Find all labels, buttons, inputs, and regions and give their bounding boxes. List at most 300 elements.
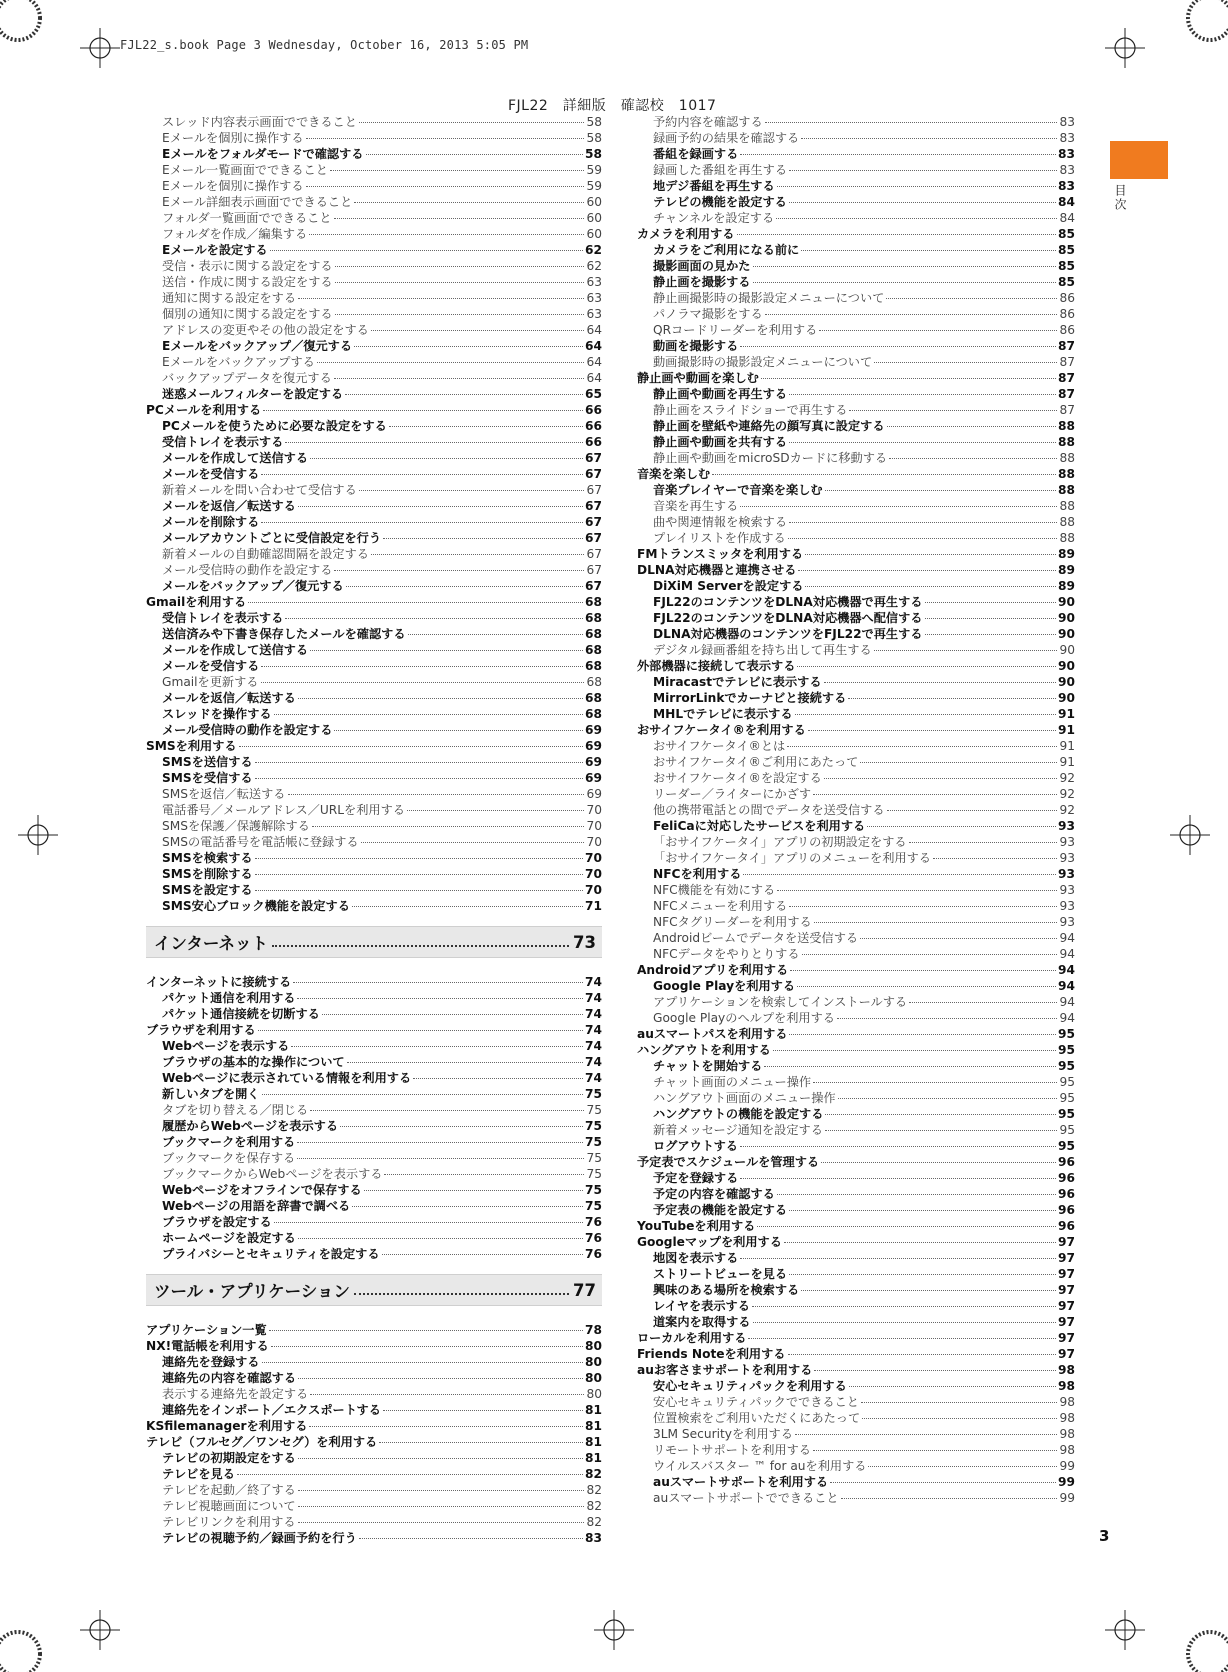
dot-leader: [298, 1238, 583, 1239]
toc-entry-title: 送信済みや下書き保存したメールを確認する: [162, 627, 406, 641]
toc-entry[interactable]: [637, 466, 1075, 482]
toc-entry-page: 83: [1059, 163, 1075, 177]
toc-entry[interactable]: [146, 162, 602, 178]
toc-entry[interactable]: [637, 162, 1075, 178]
toc-entry-title: テレビ（フルセグ／ワンセグ）を利用する: [146, 1435, 378, 1449]
toc-entry[interactable]: [637, 274, 1075, 290]
toc-entry[interactable]: [146, 626, 602, 642]
toc-entry[interactable]: [637, 786, 1075, 802]
toc-entry[interactable]: [637, 1026, 1075, 1042]
toc-entry[interactable]: [146, 322, 602, 338]
toc-entry[interactable]: [146, 1434, 602, 1450]
dot-leader: [346, 586, 583, 587]
toc-entry-title: カメラを利用する: [637, 227, 735, 241]
toc-entry[interactable]: [146, 642, 602, 658]
toc-entry[interactable]: [637, 690, 1075, 706]
toc-entry[interactable]: [637, 178, 1075, 194]
toc-entry[interactable]: [146, 1514, 602, 1530]
toc-entry[interactable]: [146, 1070, 602, 1086]
page-header: FJL22 詳細版 確認校 1017: [508, 98, 717, 114]
toc-entry-title: 動画撮影時の撮影設定メニューについて: [653, 355, 873, 369]
toc-entry[interactable]: [146, 738, 602, 754]
toc-entry[interactable]: [637, 1186, 1075, 1202]
toc-entry[interactable]: [146, 1498, 602, 1514]
toc-entry[interactable]: [637, 962, 1075, 978]
toc-entry[interactable]: [637, 1202, 1075, 1218]
toc-entry[interactable]: [146, 258, 602, 274]
toc-entry-title: 新着メールの自動確認間隔を設定する: [162, 547, 369, 561]
toc-entry-page: 68: [586, 675, 602, 689]
toc-entry-page: 81: [585, 1451, 602, 1465]
toc-entry[interactable]: [146, 1230, 602, 1246]
toc-entry[interactable]: [637, 850, 1075, 866]
toc-entry[interactable]: [146, 1134, 602, 1150]
toc-entry-page: 92: [1059, 787, 1075, 801]
toc-entry[interactable]: [637, 498, 1075, 514]
toc-entry[interactable]: [637, 1074, 1075, 1090]
toc-entry[interactable]: [637, 578, 1075, 594]
dot-leader: [789, 394, 1056, 395]
toc-entry[interactable]: [637, 706, 1075, 722]
toc-entry-page: 75: [586, 1103, 602, 1117]
toc-entry[interactable]: [146, 498, 602, 514]
toc-entry[interactable]: [637, 1266, 1075, 1282]
toc-entry[interactable]: [146, 1246, 602, 1262]
toc-entry[interactable]: [146, 834, 602, 850]
toc-entry-page: 80: [585, 1355, 602, 1369]
toc-entry-page: 96: [1058, 1203, 1075, 1217]
toc-entry-title: メールを返信／転送する: [162, 691, 296, 705]
toc-entry[interactable]: [146, 1118, 602, 1134]
toc-entry-page: 93: [1059, 835, 1075, 849]
toc-entry[interactable]: [637, 1218, 1075, 1234]
toc-entry[interactable]: [637, 1378, 1075, 1394]
toc-entry[interactable]: [637, 802, 1075, 818]
toc-entry[interactable]: [637, 1410, 1075, 1426]
dot-leader: [805, 554, 1056, 555]
toc-entry-title: ホームページを設定する: [162, 1231, 296, 1245]
toc-entry-title: スレッド内容表示画面でできること: [162, 115, 357, 129]
toc-entry-title: タブを切り替える／閉じる: [162, 1103, 309, 1117]
dot-leader: [752, 1306, 1056, 1307]
toc-entry[interactable]: [146, 338, 602, 354]
toc-entry-page: 90: [1058, 691, 1075, 705]
toc-entry-page: 75: [586, 1167, 602, 1181]
toc-entry[interactable]: [146, 146, 602, 162]
dot-leader: [248, 602, 583, 603]
toc-entry-title: Gmailを利用する: [146, 595, 247, 609]
toc-entry-page: 85: [1058, 243, 1075, 257]
toc-entry[interactable]: [146, 1086, 602, 1102]
dot-leader: [788, 538, 1058, 539]
toc-entry-page: 91: [1059, 739, 1075, 753]
toc-entry-title: SMSを削除する: [162, 867, 253, 881]
toc-entry[interactable]: [146, 386, 602, 402]
toc-entry[interactable]: [146, 882, 602, 898]
toc-entry[interactable]: [146, 1166, 602, 1182]
toc-entry[interactable]: [637, 1234, 1075, 1250]
toc-entry-page: 58: [585, 147, 602, 161]
toc-entry[interactable]: [637, 194, 1075, 210]
dot-leader: [335, 266, 585, 267]
toc-entry[interactable]: [637, 866, 1075, 882]
toc-entry-title: Eメールを個別に操作する: [162, 179, 304, 193]
toc-entry[interactable]: [146, 370, 602, 386]
toc-entry[interactable]: [637, 338, 1075, 354]
toc-entry-page: 87: [1059, 403, 1075, 417]
toc-entry-page: 87: [1059, 355, 1075, 369]
toc-entry-page: 67: [586, 563, 602, 577]
toc-entry-title: 動画を撮影する: [653, 339, 739, 353]
toc-entry-page: 81: [585, 1435, 602, 1449]
toc-entry[interactable]: [637, 770, 1075, 786]
toc-entry-page: 74: [585, 1039, 602, 1053]
toc-entry[interactable]: [146, 1466, 602, 1482]
toc-entry[interactable]: [146, 1354, 602, 1370]
toc-entry[interactable]: [637, 354, 1075, 370]
dot-leader: [310, 650, 583, 651]
toc-entry-title: パケット通信を利用する: [162, 991, 296, 1005]
toc-entry[interactable]: [146, 226, 602, 242]
toc-entry[interactable]: [146, 802, 602, 818]
toc-entry[interactable]: [146, 706, 602, 722]
toc-entry[interactable]: [146, 658, 602, 674]
toc-entry-page: 98: [1058, 1363, 1075, 1377]
toc-entry[interactable]: [146, 866, 602, 882]
toc-entry[interactable]: [146, 546, 602, 562]
toc-entry[interactable]: [146, 450, 602, 466]
toc-entry-page: 70: [585, 883, 602, 897]
toc-entry[interactable]: [637, 114, 1075, 130]
toc-entry[interactable]: [146, 770, 602, 786]
toc-entry[interactable]: [146, 306, 602, 322]
toc-entry-page: 90: [1058, 595, 1075, 609]
toc-entry[interactable]: [146, 1530, 602, 1546]
toc-entry[interactable]: [637, 1042, 1075, 1058]
dot-leader: [789, 906, 1057, 907]
toc-entry-title: Eメールをバックアップする: [162, 355, 315, 369]
toc-entry-title: ブックマークからWebページを表示する: [162, 1167, 383, 1181]
toc-entry[interactable]: [637, 210, 1075, 226]
toc-entry[interactable]: [146, 1022, 602, 1038]
toc-entry[interactable]: [637, 1170, 1075, 1186]
toc-entry[interactable]: [637, 1458, 1075, 1474]
dot-leader: [848, 698, 1056, 699]
toc-entry[interactable]: [637, 1106, 1075, 1122]
toc-entry[interactable]: [637, 1442, 1075, 1458]
dot-leader: [813, 1082, 1057, 1083]
toc-entry[interactable]: [637, 946, 1075, 962]
dot-leader: [310, 458, 583, 459]
toc-entry[interactable]: [637, 546, 1075, 562]
toc-entry[interactable]: [637, 130, 1075, 146]
toc-entry[interactable]: [637, 514, 1075, 530]
dot-leader: [813, 1450, 1058, 1451]
dot-leader: [821, 1162, 1056, 1163]
section-heading-title: インターネット: [154, 934, 269, 953]
toc-entry[interactable]: [637, 914, 1075, 930]
toc-entry-page: 80: [586, 1387, 602, 1401]
toc-entry[interactable]: [146, 1482, 602, 1498]
dot-leader: [790, 970, 1056, 971]
toc-entry[interactable]: [637, 562, 1075, 578]
toc-entry[interactable]: [146, 1054, 602, 1070]
toc-entry-page: 90: [1059, 643, 1075, 657]
toc-entry[interactable]: [146, 1038, 602, 1054]
toc-entry[interactable]: [146, 562, 602, 578]
toc-entry-title: 位置検索をご利用いただくにあたって: [653, 1411, 861, 1425]
toc-entry[interactable]: [637, 402, 1075, 418]
dot-leader: [255, 890, 583, 891]
toc-entry[interactable]: [146, 1402, 602, 1418]
toc-entry-page: 96: [1058, 1171, 1075, 1185]
dot-leader: [801, 250, 1056, 251]
toc-entry-title: 新しいタブを開く: [162, 1087, 260, 1101]
toc-entry[interactable]: [146, 674, 602, 690]
toc-entry[interactable]: [637, 146, 1075, 162]
toc-entry-title: 興味のある場所を検索する: [653, 1283, 800, 1297]
toc-entry[interactable]: [146, 690, 602, 706]
toc-entry-title: SMSを受信する: [162, 771, 253, 785]
toc-entry[interactable]: [146, 530, 602, 546]
dot-leader: [887, 426, 1056, 427]
dot-leader: [270, 250, 583, 251]
toc-entry[interactable]: [637, 1122, 1075, 1138]
toc-entry[interactable]: [637, 722, 1075, 738]
toc-entry-title: Google Playのヘルプを利用する: [653, 1011, 835, 1025]
toc-entry-title: 音楽プレイヤーで音楽を楽しむ: [653, 483, 823, 497]
toc-entry[interactable]: [146, 178, 602, 194]
toc-entry-title: 通知に関する設定をする: [162, 291, 297, 305]
dot-leader: [364, 1190, 583, 1191]
toc-entry-title: アプリケーションを検索してインストールする: [653, 995, 908, 1009]
toc-entry[interactable]: [637, 370, 1075, 386]
toc-entry-title: SMSを送信する: [162, 755, 253, 769]
toc-entry[interactable]: [146, 1370, 602, 1386]
toc-entry[interactable]: [146, 290, 602, 306]
toc-entry-title: テレビを起動／終了する: [162, 1483, 296, 1497]
dot-leader: [330, 170, 585, 171]
toc-entry[interactable]: [146, 1214, 602, 1230]
toc-entry[interactable]: [146, 274, 602, 290]
toc-entry[interactable]: [146, 1006, 602, 1022]
toc-entry[interactable]: [637, 1330, 1075, 1346]
toc-entry[interactable]: [146, 354, 602, 370]
toc-entry[interactable]: [146, 466, 602, 482]
toc-entry[interactable]: [146, 114, 602, 130]
toc-entry[interactable]: [637, 1058, 1075, 1074]
toc-entry-page: 67: [585, 531, 602, 545]
toc-entry-page: 81: [585, 1403, 602, 1417]
toc-entry[interactable]: [146, 754, 602, 770]
toc-entry[interactable]: [637, 242, 1075, 258]
toc-entry-page: 87: [1058, 371, 1075, 385]
dot-leader: [359, 490, 585, 491]
toc-entry-page: 65: [585, 387, 602, 401]
toc-entry[interactable]: [637, 258, 1075, 274]
toc-side-tab[interactable]: [1110, 141, 1168, 179]
toc-entry[interactable]: [146, 722, 602, 738]
toc-side-tab-label: 目次: [1113, 184, 1127, 212]
toc-entry[interactable]: [637, 1282, 1075, 1298]
dot-leader: [274, 714, 583, 715]
toc-entry[interactable]: [146, 594, 602, 610]
toc-entry[interactable]: [146, 1338, 602, 1354]
toc-entry[interactable]: [146, 1322, 602, 1338]
toc-entry-page: 63: [586, 275, 602, 289]
dot-leader: [860, 938, 1057, 939]
toc-entry[interactable]: [637, 754, 1075, 770]
section-heading[interactable]: [146, 1274, 602, 1306]
toc-entry-title: FeliCaに対応したサービスを利用する: [653, 819, 866, 833]
toc-entry[interactable]: [637, 994, 1075, 1010]
dot-leader: [298, 1522, 585, 1523]
toc-entry-page: 67: [586, 483, 602, 497]
toc-entry[interactable]: [146, 1150, 602, 1166]
toc-entry-page: 67: [585, 579, 602, 593]
toc-entry-page: 68: [585, 643, 602, 657]
page-number: 3: [1099, 1527, 1110, 1545]
dot-leader: [787, 746, 1057, 747]
toc-entry[interactable]: [637, 1090, 1075, 1106]
toc-entry-page: 91: [1058, 723, 1075, 737]
toc-entry[interactable]: [146, 242, 602, 258]
dot-leader: [272, 945, 569, 947]
toc-entry-page: 82: [586, 1499, 602, 1513]
toc-entry[interactable]: [637, 290, 1075, 306]
toc-entry[interactable]: [146, 434, 602, 450]
toc-entry[interactable]: [146, 578, 602, 594]
section-heading-page: 77: [573, 1280, 596, 1300]
toc-entry[interactable]: [637, 1346, 1075, 1362]
toc-entry[interactable]: [146, 898, 602, 914]
toc-entry-title: Friends Noteを利用する: [637, 1347, 786, 1361]
toc-entry-page: 95: [1059, 1075, 1075, 1089]
toc-entry[interactable]: [637, 674, 1075, 690]
toc-entry[interactable]: [146, 210, 602, 226]
toc-entry-page: 76: [585, 1215, 602, 1229]
toc-entry[interactable]: [637, 450, 1075, 466]
toc-entry[interactable]: [637, 1010, 1075, 1026]
toc-entry[interactable]: [637, 418, 1075, 434]
toc-entry-title: おサイフケータイ®を設定する: [653, 771, 822, 785]
starburst-mark-bottom-left: [0, 1612, 60, 1672]
toc-entry[interactable]: [146, 1102, 602, 1118]
toc-entry[interactable]: [637, 882, 1075, 898]
dot-leader: [379, 1442, 583, 1443]
toc-entry-title: DLNA対応機器と連携させる: [637, 563, 797, 577]
toc-entry[interactable]: [637, 626, 1075, 642]
toc-entry[interactable]: [637, 482, 1075, 498]
toc-entry-title: チャンネルを設定する: [653, 211, 775, 225]
toc-entry-title: 「おサイフケータイ」アプリの初期設定をする: [653, 835, 907, 849]
toc-entry[interactable]: [637, 1474, 1075, 1490]
toc-entry[interactable]: [637, 306, 1075, 322]
toc-entry-page: 60: [586, 227, 602, 241]
dot-leader: [271, 1346, 583, 1347]
toc-entry-page: 68: [585, 691, 602, 705]
dot-leader: [712, 474, 1056, 475]
toc-entry[interactable]: [637, 898, 1075, 914]
toc-entry[interactable]: [637, 1250, 1075, 1266]
toc-entry-page: 99: [1059, 1459, 1075, 1473]
toc-entry[interactable]: [637, 530, 1075, 546]
toc-entry[interactable]: [146, 990, 602, 1006]
toc-entry[interactable]: [146, 130, 602, 146]
toc-entry[interactable]: [637, 226, 1075, 242]
toc-entry[interactable]: [637, 658, 1075, 674]
toc-entry[interactable]: [637, 818, 1075, 834]
toc-entry[interactable]: [637, 434, 1075, 450]
toc-entry-page: 89: [1058, 579, 1075, 593]
toc-entry-page: 88: [1059, 531, 1075, 545]
toc-entry-title: 静止画や動画を楽しむ: [637, 371, 759, 385]
toc-entry[interactable]: [146, 482, 602, 498]
toc-entry-title: バックアップデータを復元する: [162, 371, 332, 385]
toc-entry-title: おサイフケータイ®ご利用にあたって: [653, 755, 859, 769]
toc-entry-page: 58: [586, 131, 602, 145]
toc-entry[interactable]: [146, 610, 602, 626]
toc-entry[interactable]: [146, 194, 602, 210]
toc-entry[interactable]: [146, 818, 602, 834]
dot-leader: [334, 378, 585, 379]
toc-entry[interactable]: [637, 1426, 1075, 1442]
toc-entry[interactable]: [637, 1394, 1075, 1410]
dot-leader: [359, 122, 585, 123]
toc-entry[interactable]: [146, 850, 602, 866]
toc-entry-title: 録画予約の結果を確認する: [653, 131, 800, 145]
toc-entry[interactable]: [637, 1298, 1075, 1314]
toc-entry[interactable]: [146, 1198, 602, 1214]
toc-entry[interactable]: [637, 978, 1075, 994]
toc-entry[interactable]: [146, 1386, 602, 1402]
toc-entry[interactable]: [637, 738, 1075, 754]
toc-entry[interactable]: [637, 642, 1075, 658]
toc-entry[interactable]: [637, 1154, 1075, 1170]
toc-entry[interactable]: [146, 418, 602, 434]
registration-mark-bottom-right: [1105, 1610, 1145, 1650]
toc-entry[interactable]: [637, 610, 1075, 626]
toc-entry-page: 95: [1058, 1027, 1075, 1041]
toc-entry-page: 94: [1059, 1011, 1075, 1025]
toc-entry[interactable]: [146, 786, 602, 802]
toc-entry[interactable]: [637, 834, 1075, 850]
toc-entry[interactable]: [637, 1362, 1075, 1378]
toc-entry-title: PCメールを利用する: [146, 403, 262, 417]
toc-entry-page: 75: [585, 1199, 602, 1213]
toc-entry-page: 78: [585, 1323, 602, 1337]
toc-entry[interactable]: [146, 1182, 602, 1198]
toc-entry[interactable]: [637, 1490, 1075, 1506]
dot-leader: [258, 1030, 583, 1031]
toc-entry[interactable]: [637, 1314, 1075, 1330]
toc-entry[interactable]: [637, 930, 1075, 946]
toc-entry[interactable]: [637, 1138, 1075, 1154]
toc-entry[interactable]: [146, 514, 602, 530]
toc-entry[interactable]: [146, 974, 602, 990]
toc-entry[interactable]: [146, 402, 602, 418]
toc-entry[interactable]: [637, 386, 1075, 402]
toc-entry-title: ブラウザを設定する: [162, 1215, 272, 1229]
toc-entry-page: 66: [585, 403, 602, 417]
toc-entry-page: 83: [1058, 147, 1075, 161]
toc-entry[interactable]: [637, 322, 1075, 338]
toc-entry[interactable]: [637, 594, 1075, 610]
toc-entry[interactable]: [146, 1450, 602, 1466]
toc-entry[interactable]: [146, 1418, 602, 1434]
dot-leader: [776, 218, 1057, 219]
section-heading[interactable]: [146, 926, 602, 958]
